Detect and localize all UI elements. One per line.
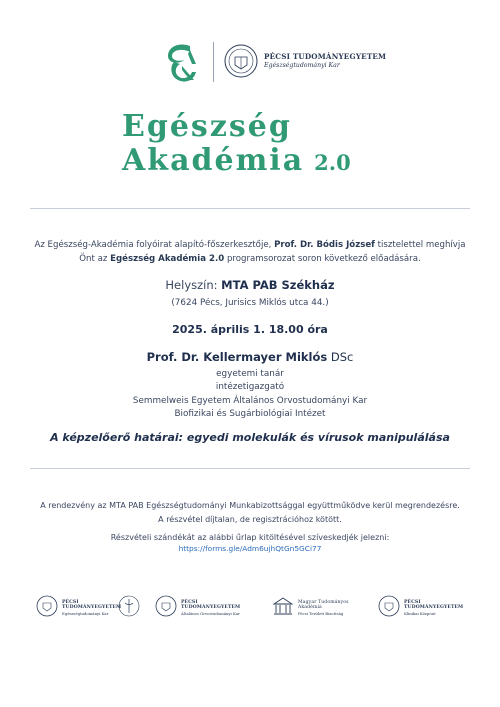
partner-logo <box>378 592 468 622</box>
partner-unit: Általános Orvostudományi Kar <box>181 611 240 616</box>
intro-text-3: Önt az <box>79 254 111 264</box>
intro-text-4: programsorozat soron következő előadására. <box>224 254 421 264</box>
speaker-roles <box>20 368 480 422</box>
intro-text-2: tisztelettel meghívja <box>374 240 466 250</box>
partner-logo <box>36 592 122 622</box>
title-word-akademia: Akadémia <box>122 143 305 178</box>
registration-text: Részvételi szándékát az alábbi űrlap kitöltésével szíveskedjék jelezni: <box>110 533 390 542</box>
registration-link[interactable]: https://forms.gle/Adm6ujhQtGn5GCi77 <box>178 544 322 553</box>
speaker-role: Biofizikai és Sugárbiológiai Intézet <box>174 409 326 420</box>
speaker-degree: DSc <box>327 350 354 364</box>
header-divider <box>213 42 214 82</box>
university-seal-icon <box>224 44 258 78</box>
bottom-divider <box>30 468 470 469</box>
speaker-line <box>20 350 480 364</box>
partner-unit: Pécsi Területi Bizottság <box>298 611 344 616</box>
intro-line-2 <box>20 252 480 266</box>
header-logos <box>0 40 500 84</box>
speaker-role: intézetigazgató <box>215 382 285 393</box>
partner-unit: Egészségtudományi Kar <box>62 611 109 616</box>
partner-unit: Klinikai Központ <box>404 611 436 616</box>
partner-text <box>62 600 121 616</box>
speaker-role: egyetemi tanár <box>216 369 284 379</box>
university-name <box>264 52 386 69</box>
partner-name: PÉCSI TUDOMÁNYEGYETEM <box>181 600 241 610</box>
venue-name: MTA PAB Székház <box>221 278 335 292</box>
event-date: 2025. április 1. 18.00 óra <box>172 323 328 336</box>
footer-note-line-1: A rendezvény az MTA PAB Egészségtudományi Munkabizottsággal együttműködve kerül megrendezésre. <box>40 501 460 510</box>
footer-note <box>20 499 480 526</box>
university-title: PÉCSI TUDOMÁNYEGYETEM <box>264 52 387 61</box>
title-line-1: Egészség <box>122 109 292 144</box>
venue-label: Helyszín: <box>165 278 222 292</box>
speaker-role: Semmelweis Egyetem Általános Orvostudományi Kar <box>132 395 368 406</box>
partner-text <box>298 600 362 616</box>
top-divider <box>30 208 470 209</box>
editor-name: Prof. Dr. Bódis József <box>274 240 375 250</box>
academy-building-icon <box>272 595 294 617</box>
footer-note-line-2: A részvétel díjtalan, de regisztrációhoz kötött. <box>158 514 342 524</box>
intro-line-1 <box>20 238 480 252</box>
venue-address: (7624 Pécs, Jurisics Miklós utca 44.) <box>171 298 329 308</box>
lecture-title: A képzelőerő határai: egyedi molekulák és vírusok manipulálása <box>50 431 450 444</box>
faculty-title: Egészségtudományi Kar <box>264 62 340 69</box>
program-title <box>122 110 351 180</box>
partner-name: PÉCSI TUDOMÁNYEGYETEM <box>62 600 122 610</box>
title-version: 2.0 <box>314 150 351 175</box>
partner-logo <box>155 592 241 622</box>
egeszseg-akademia-logo-icon <box>160 40 204 84</box>
intro-paragraph <box>20 238 480 266</box>
partner-logos <box>0 592 500 624</box>
intro-text-1: Az Egészség-Akadémia folyóirat alapító-főszerkesztője, <box>34 240 275 250</box>
partner-logo <box>272 592 362 622</box>
partner-emblem <box>118 592 148 622</box>
partner-name: PÉCSI TUDOMÁNYEGYETEM <box>404 600 464 610</box>
partner-text <box>181 600 240 616</box>
venue-line <box>20 278 480 292</box>
university-seal-icon <box>36 595 58 617</box>
university-seal-icon <box>378 595 400 617</box>
program-name: Egészség Akadémia 2.0 <box>110 254 225 264</box>
title-line-2 <box>122 144 351 180</box>
partner-text <box>404 600 468 616</box>
faculty-emblem-icon <box>118 595 140 617</box>
speaker-name: Prof. Dr. Kellermayer Miklós <box>146 350 328 364</box>
partner-name: Magyar Tudományos Akadémia <box>298 600 349 610</box>
university-seal-icon <box>155 595 177 617</box>
